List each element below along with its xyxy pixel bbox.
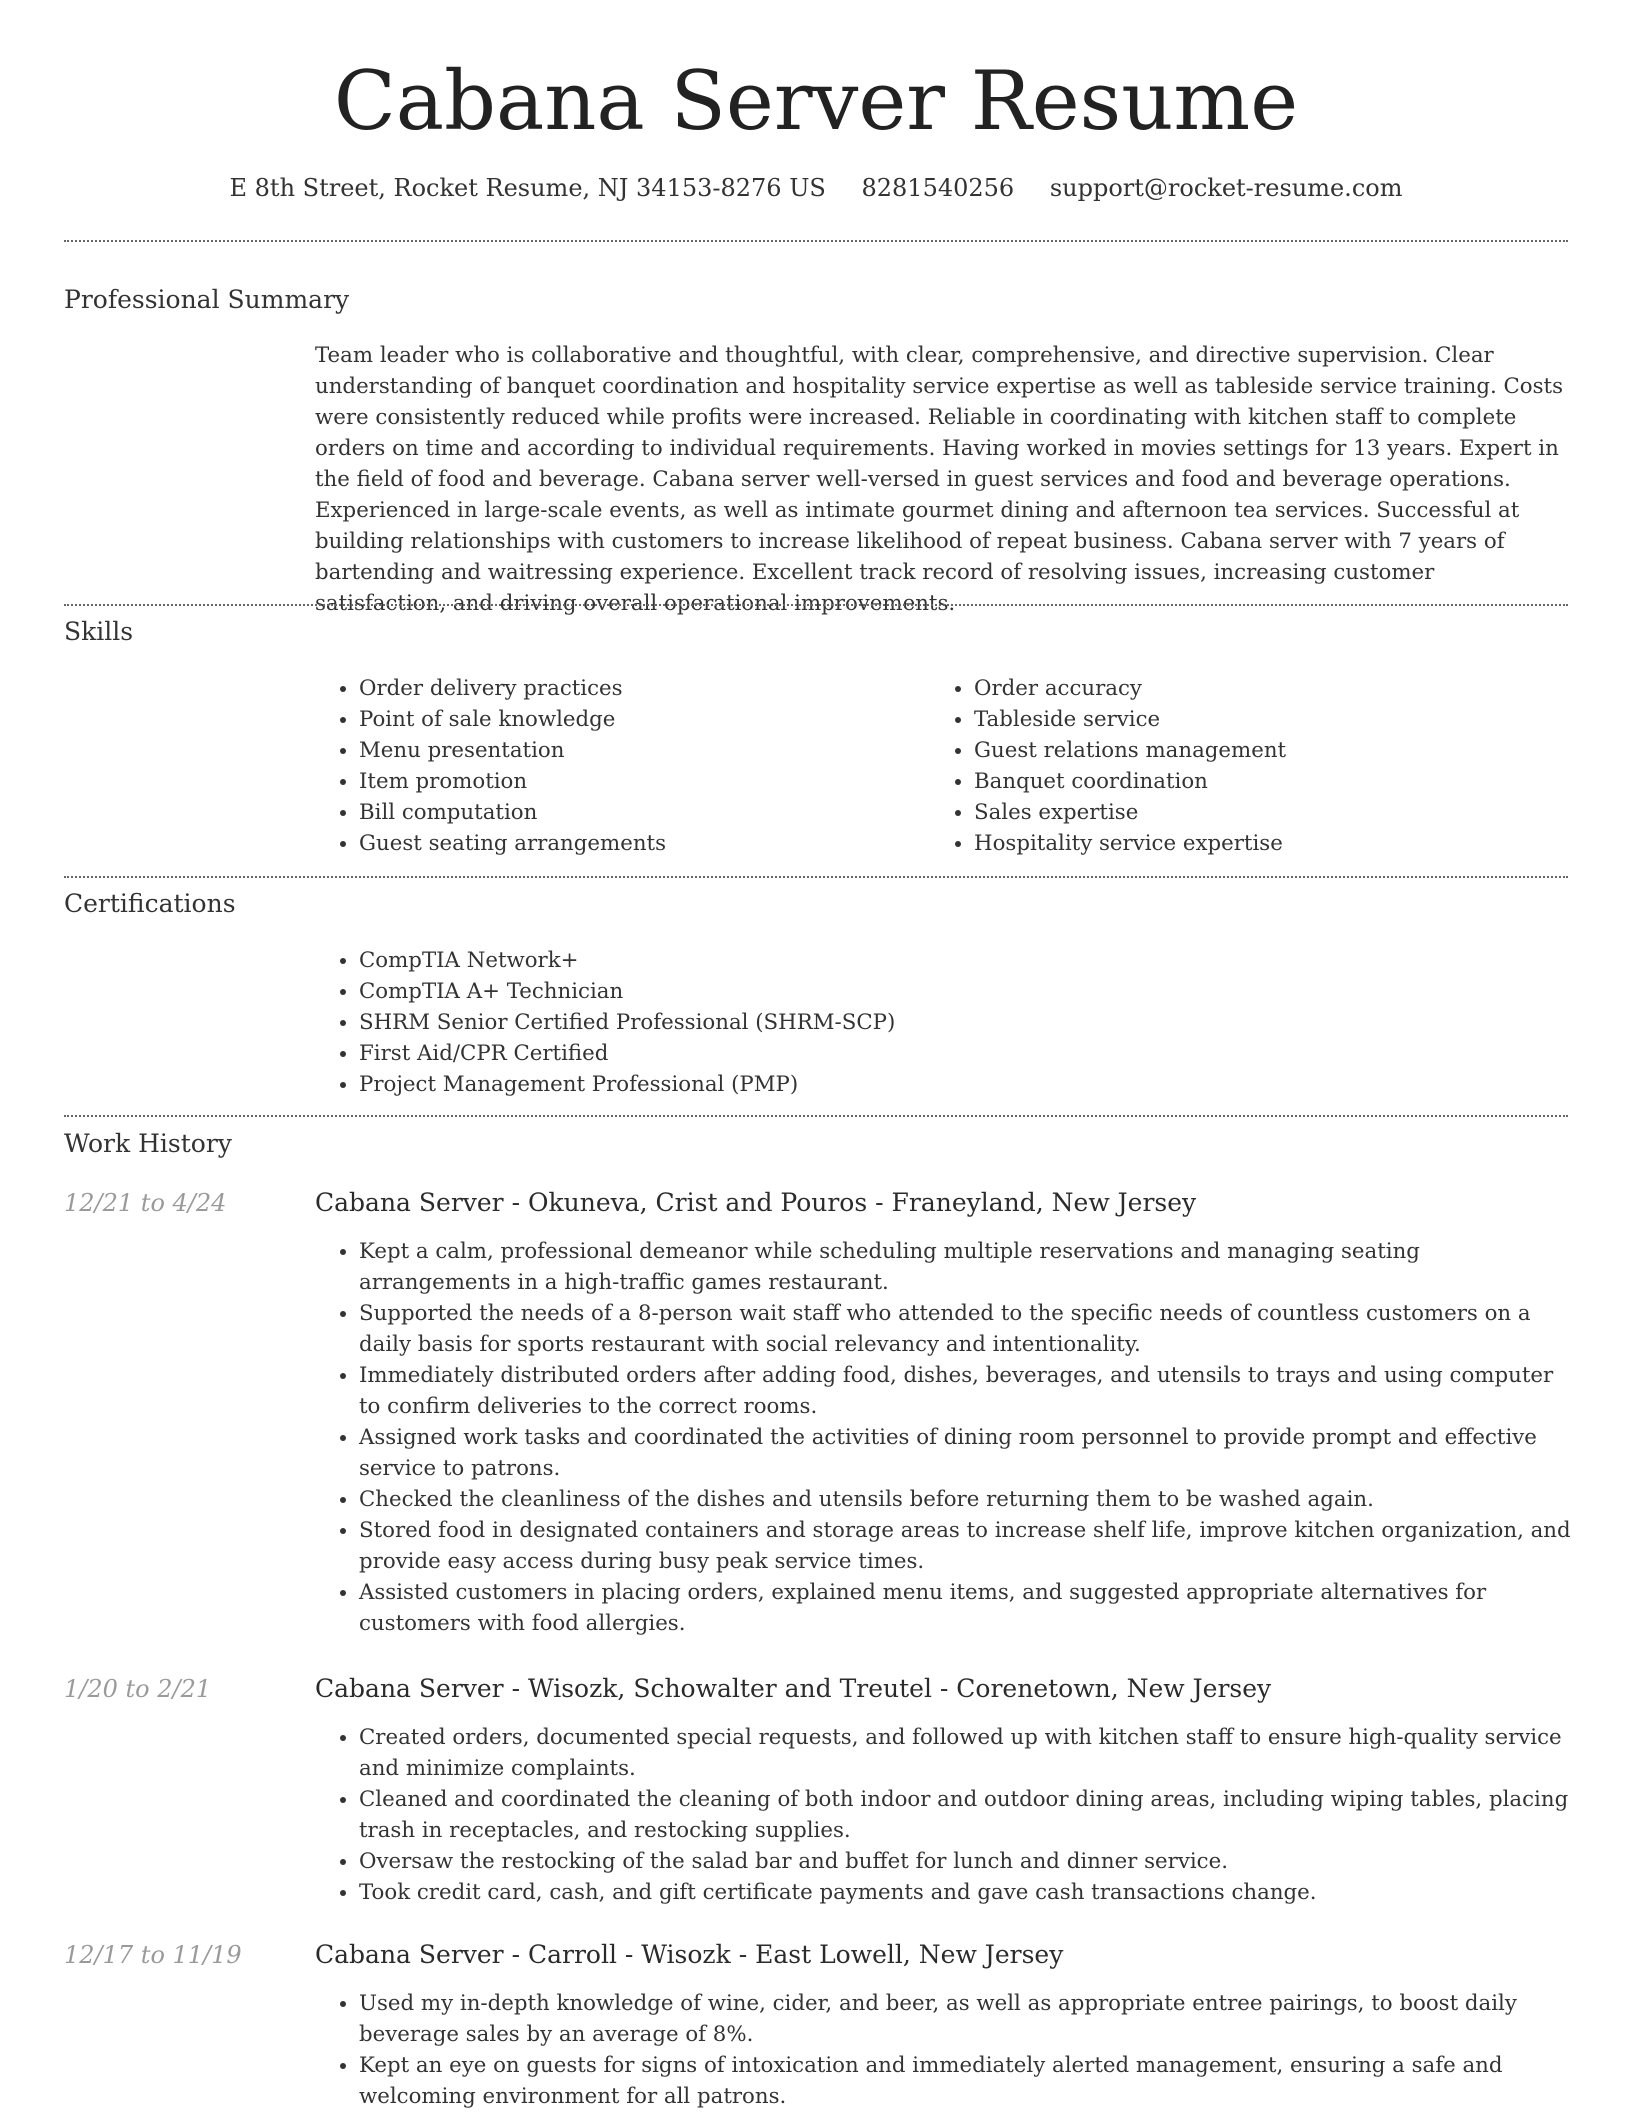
job-bullet: • Took credit card, cash, and gift certificate payments and gave cash transactions change. [359, 1877, 1575, 1908]
certifications-list [315, 945, 895, 1100]
job-dates: 12/17 to 11/19 [64, 1941, 242, 1969]
job-bullet: • Kept an eye on guests for signs of intoxication and immediately alerted management, ensuring a safe and welcoming environment for all patrons. [359, 2050, 1575, 2112]
job-bullet: • Kept a calm, professional demeanor while scheduling multiple reservations and managing seating arrangements in a high-traffic games restaurant. [359, 1236, 1575, 1298]
job-bullet: • Oversaw the restocking of the salad bar and buffet for lunch and dinner service. [359, 1846, 1575, 1877]
contact-phone: 8281540256 [861, 174, 1015, 202]
certification-item: • First Aid/CPR Certified [359, 1038, 895, 1069]
divider [64, 604, 1568, 606]
divider [64, 876, 1568, 878]
skill-item: • Point of sale knowledge [359, 704, 915, 735]
resume-title: Cabana Server Resume [333, 55, 1299, 149]
job-dates: 12/21 to 4/24 [64, 1189, 227, 1217]
section-heading-certifications: Certifications [64, 889, 236, 918]
skill-item: • Order delivery practices [359, 673, 915, 704]
contact-address: E 8th Street, Rocket Resume, NJ 34153-8276 US [229, 174, 826, 202]
skill-item: • Banquet coordination [974, 766, 1570, 797]
job-bullet: • Used my in-depth knowledge of wine, cider, and beer, as well as appropriate entree pairings, to boost daily beverage sales by an average of 8%. [359, 1988, 1575, 2050]
divider [64, 240, 1568, 242]
skills-list-left [315, 673, 915, 859]
skill-item: • Guest seating arrangements [359, 828, 915, 859]
skill-item: • Item promotion [359, 766, 915, 797]
certification-item: • CompTIA A+ Technician [359, 976, 895, 1007]
section-heading-work-history: Work History [64, 1129, 232, 1158]
contact-line [0, 172, 1632, 204]
job-bullet: • Checked the cleanliness of the dishes and utensils before returning them to be washed again. [359, 1484, 1575, 1515]
job-bullet: • Assigned work tasks and coordinated the activities of dining room personnel to provide prompt and effective service to patrons. [359, 1422, 1575, 1484]
job-bullet: • Supported the needs of a 8-person wait staff who attended to the specific needs of countless customers on a daily basis for sports restaurant with social relevancy and intentionality. [359, 1298, 1575, 1360]
section-heading-skills: Skills [64, 617, 134, 646]
job-bullet: • Immediately distributed orders after adding food, dishes, beverages, and utensils to trays and using computer to confirm deliveries to the correct rooms. [359, 1360, 1575, 1422]
certification-item: • CompTIA Network+ [359, 945, 895, 976]
job-title: Cabana Server - Wisozk, Schowalter and Treutel - Corenetown, New Jersey [315, 1674, 1272, 1703]
job-bullet-list [315, 1988, 1575, 2112]
job-bullet: • Cleaned and coordinated the cleaning of both indoor and outdoor dining areas, including wiping tables, placing trash in receptacles, and restocking supplies. [359, 1784, 1575, 1846]
skill-item: • Hospitality service expertise [974, 828, 1570, 859]
certification-item: • Project Management Professional (PMP) [359, 1069, 895, 1100]
job-bullet: • Stored food in designated containers and storage areas to increase shelf life, improve kitchen organization, and provide easy access during busy peak service times. [359, 1515, 1575, 1577]
skill-item: • Bill computation [359, 797, 915, 828]
contact-email: support@rocket-resume.com [1049, 174, 1403, 202]
job-title: Cabana Server - Carroll - Wisozk - East Lowell, New Jersey [315, 1940, 1064, 1969]
skill-item: • Guest relations management [974, 735, 1570, 766]
skill-item: • Tableside service [974, 704, 1570, 735]
divider [64, 1115, 1568, 1117]
job-bullet-list [315, 1236, 1575, 1639]
job-bullet: • Created orders, documented special requests, and followed up with kitchen staff to ensure high-quality service and minimize complaints. [359, 1722, 1575, 1784]
skill-item: • Sales expertise [974, 797, 1570, 828]
skills-list-right [930, 673, 1570, 859]
skill-item: • Order accuracy [974, 673, 1570, 704]
summary-text: Team leader who is collaborative and thoughtful, with clear, comprehensive, and directive supervision. Clear understanding of banquet coordination and hospitality service expertise as well as tableside service training. Costs were consistently reduced while profits were increased. Reliable in coordinating with kitchen staff to complete orders on time and according to individual requirements. Having worked in movies settings for 13 years. Expert in the field of food and beverage. Cabana server well-versed in guest services and food and beverage operations. Experienced in large-scale events, as well as intimate gourmet dining and afternoon tea services. Successful at building relationships with customers to increase likelihood of repeat business. Cabana server with 7 years of bartending and waitressing experience. Excellent track record of resolving issues, increasing customer satisfaction, and driving overall operational improvements. [315, 343, 1564, 616]
section-heading-summary: Professional Summary [64, 285, 350, 314]
job-title: Cabana Server - Okuneva, Crist and Pouros - Franeyland, New Jersey [315, 1188, 1197, 1217]
job-dates: 1/20 to 2/21 [64, 1675, 212, 1703]
skill-item: • Menu presentation [359, 735, 915, 766]
job-bullet-list [315, 1722, 1575, 1908]
certification-item: • SHRM Senior Certified Professional (SHRM-SCP) [359, 1007, 895, 1038]
job-bullet: • Assisted customers in placing orders, explained menu items, and suggested appropriate alternatives for customers with food allergies. [359, 1577, 1575, 1639]
